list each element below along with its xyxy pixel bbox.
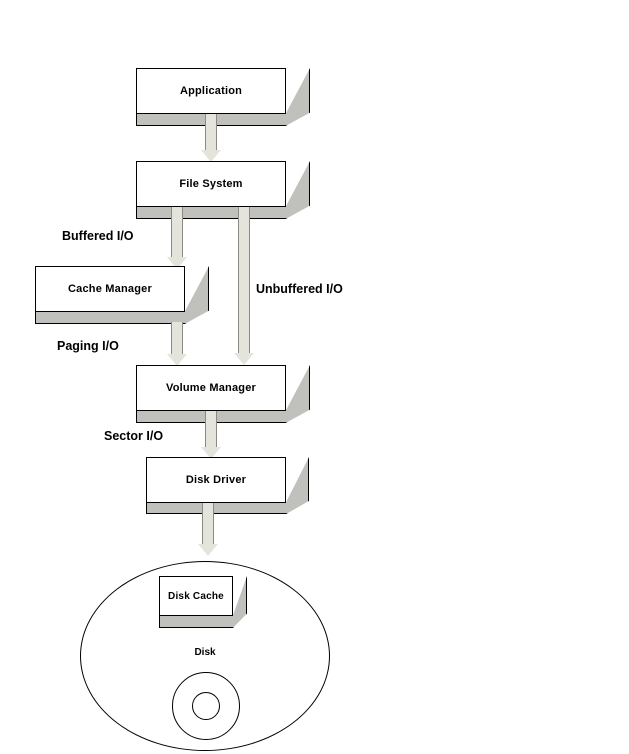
buffered-io-label: Buffered I/O [62,229,134,243]
volume-manager-box[interactable] [136,365,286,411]
disk-driver-label: Disk Driver [185,473,247,486]
disk-label: Disk [194,647,216,658]
application-label: Application [179,84,243,97]
volume-manager-label: Volume Manager [165,381,256,394]
unbuffered-io-label: Unbuffered I/O [256,282,343,296]
arrow-file-system-to-cache-manager [167,207,187,269]
disk-driver-box[interactable] [146,457,286,503]
arrow-file-system-to-volume-manager [234,207,254,365]
cache-manager-label: Cache Manager [68,282,152,295]
sector-io-label: Sector I/O [104,429,164,443]
arrow-cache-manager-to-volume-manager [167,322,187,366]
paging-io-label: Paging I/O [57,339,119,353]
file-system-box[interactable] [136,161,286,207]
arrow-disk-driver-to-disk [198,503,218,556]
cache-manager-box[interactable] [35,266,185,312]
file-system-label: File System [179,177,243,190]
disk-spindle-inner-circle [192,692,220,720]
application-box[interactable] [136,68,286,114]
arrow-application-to-file-system [201,114,221,162]
disk-cache-box[interactable] [159,576,233,616]
arrow-volume-manager-to-disk-driver [201,411,221,459]
disk-cache-label: Disk Cache [168,590,224,602]
